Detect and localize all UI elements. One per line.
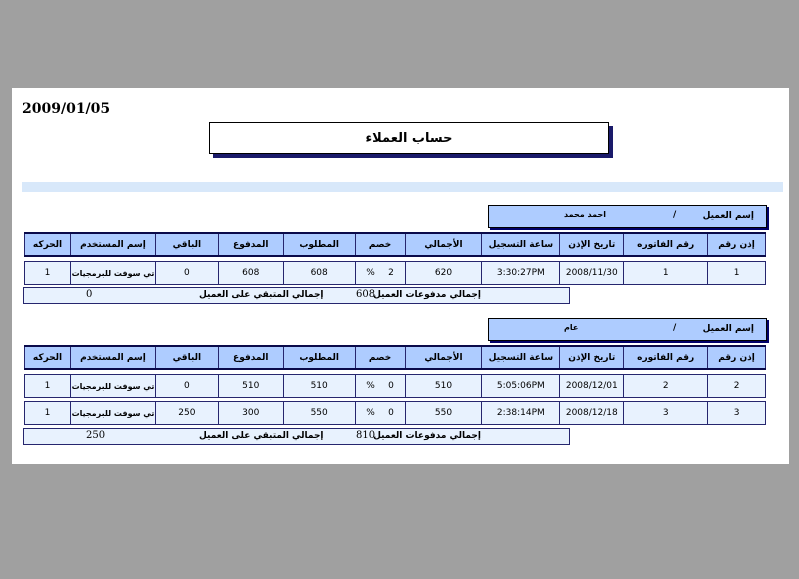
discount-value: 0 (388, 381, 394, 391)
cell-discount (355, 402, 405, 425)
cell-required: 510 (283, 375, 355, 398)
cell-movement: 1 (25, 402, 71, 425)
cell-date: 2008/12/01 (560, 375, 624, 398)
cell-time: 5:05:06PM (482, 375, 560, 398)
cell-date: 2008/12/18 (560, 402, 624, 425)
report-title: حساب العملاء (209, 122, 609, 154)
col-header: رقم الفاتوره (624, 346, 708, 369)
col-header: الأجمالي (405, 346, 482, 369)
table-row (25, 375, 766, 398)
total-paid-value: 810 (356, 430, 376, 441)
discount-value: 0 (388, 408, 394, 418)
cell-total: 550 (405, 402, 482, 425)
customer-name-label: إسم العميل (702, 324, 754, 334)
col-header: المدفوع (218, 346, 283, 369)
customer-name: عام (564, 323, 579, 332)
cell-required: 550 (283, 402, 355, 425)
col-header: إسم المستخدم (71, 233, 156, 256)
discount-value: 2 (388, 268, 394, 278)
customer-separator: / (673, 210, 677, 220)
col-header: المطلوب (283, 233, 355, 256)
total-paid-label: إجمالي مدفوعات العميل (373, 431, 481, 441)
cell-remaining: 0 (155, 375, 218, 398)
cell-date: 2008/11/30 (560, 262, 624, 285)
cell-total: 510 (405, 375, 482, 398)
customer-box (488, 318, 767, 341)
total-paid-value: 608 (356, 289, 376, 300)
cell-required: 608 (283, 262, 355, 285)
report-page (12, 88, 789, 464)
total-remaining-label: إجمالي المتبقي على العميل (199, 290, 324, 300)
report-date: 2009/01/05 (22, 101, 111, 117)
cell-invoice: 3 (624, 402, 708, 425)
cell-invoice: 1 (624, 262, 708, 285)
col-header: الحركه (25, 346, 71, 369)
col-header: ساعة التسجيل (482, 346, 560, 369)
col-header: إذن رقم (708, 233, 766, 256)
cell-paid: 510 (218, 375, 283, 398)
percent-sign: % (366, 381, 375, 391)
customer-summary (23, 428, 570, 445)
transactions-table (24, 345, 766, 425)
col-header: الباقي (155, 233, 218, 256)
cell-permit: 1 (708, 262, 766, 285)
table-row (25, 262, 766, 285)
cell-remaining: 250 (155, 402, 218, 425)
cell-permit: 2 (708, 375, 766, 398)
percent-sign: % (366, 268, 375, 278)
percent-sign: % (366, 408, 375, 418)
total-remaining-value: 250 (86, 430, 106, 441)
col-header: تاريخ الإذن (560, 233, 624, 256)
cell-invoice: 2 (624, 375, 708, 398)
col-header: الباقي (155, 346, 218, 369)
customer-summary (23, 287, 570, 304)
cell-paid: 300 (218, 402, 283, 425)
customer-box (488, 205, 767, 228)
total-paid-label: إجمالي مدفوعات العميل (373, 290, 481, 300)
cell-user: تي سوفت للبرمجيات (71, 375, 156, 398)
cell-movement: 1 (25, 375, 71, 398)
cell-user: تي سوفت للبرمجيات (71, 262, 156, 285)
cell-total: 620 (405, 262, 482, 285)
cell-paid: 608 (218, 262, 283, 285)
col-header: ساعة التسجيل (482, 233, 560, 256)
customer-name: احمد محمد (564, 210, 606, 219)
table-row (25, 402, 766, 425)
table-header-row (25, 346, 766, 369)
col-header: رقم الفاتوره (624, 233, 708, 256)
cell-discount (355, 262, 405, 285)
cell-user: تي سوفت للبرمجيات (71, 402, 156, 425)
table-header-row (25, 233, 766, 256)
col-header: تاريخ الإذن (560, 346, 624, 369)
cell-time: 2:38:14PM (482, 402, 560, 425)
col-header: إذن رقم (708, 346, 766, 369)
cell-discount (355, 375, 405, 398)
col-header: خصم (355, 233, 405, 256)
cell-permit: 3 (708, 402, 766, 425)
col-header: الحركه (25, 233, 71, 256)
cell-time: 3:30:27PM (482, 262, 560, 285)
col-header: المدفوع (218, 233, 283, 256)
transactions-table (24, 232, 766, 285)
cell-remaining: 0 (155, 262, 218, 285)
total-remaining-value: 0 (86, 289, 93, 300)
col-header: إسم المستخدم (71, 346, 156, 369)
col-header: خصم (355, 346, 405, 369)
customer-separator: / (673, 323, 677, 333)
total-remaining-label: إجمالي المتبقي على العميل (199, 431, 324, 441)
customer-name-label: إسم العميل (702, 211, 754, 221)
col-header: الأجمالي (405, 233, 482, 256)
cell-movement: 1 (25, 262, 71, 285)
col-header: المطلوب (283, 346, 355, 369)
header-band (22, 182, 783, 192)
